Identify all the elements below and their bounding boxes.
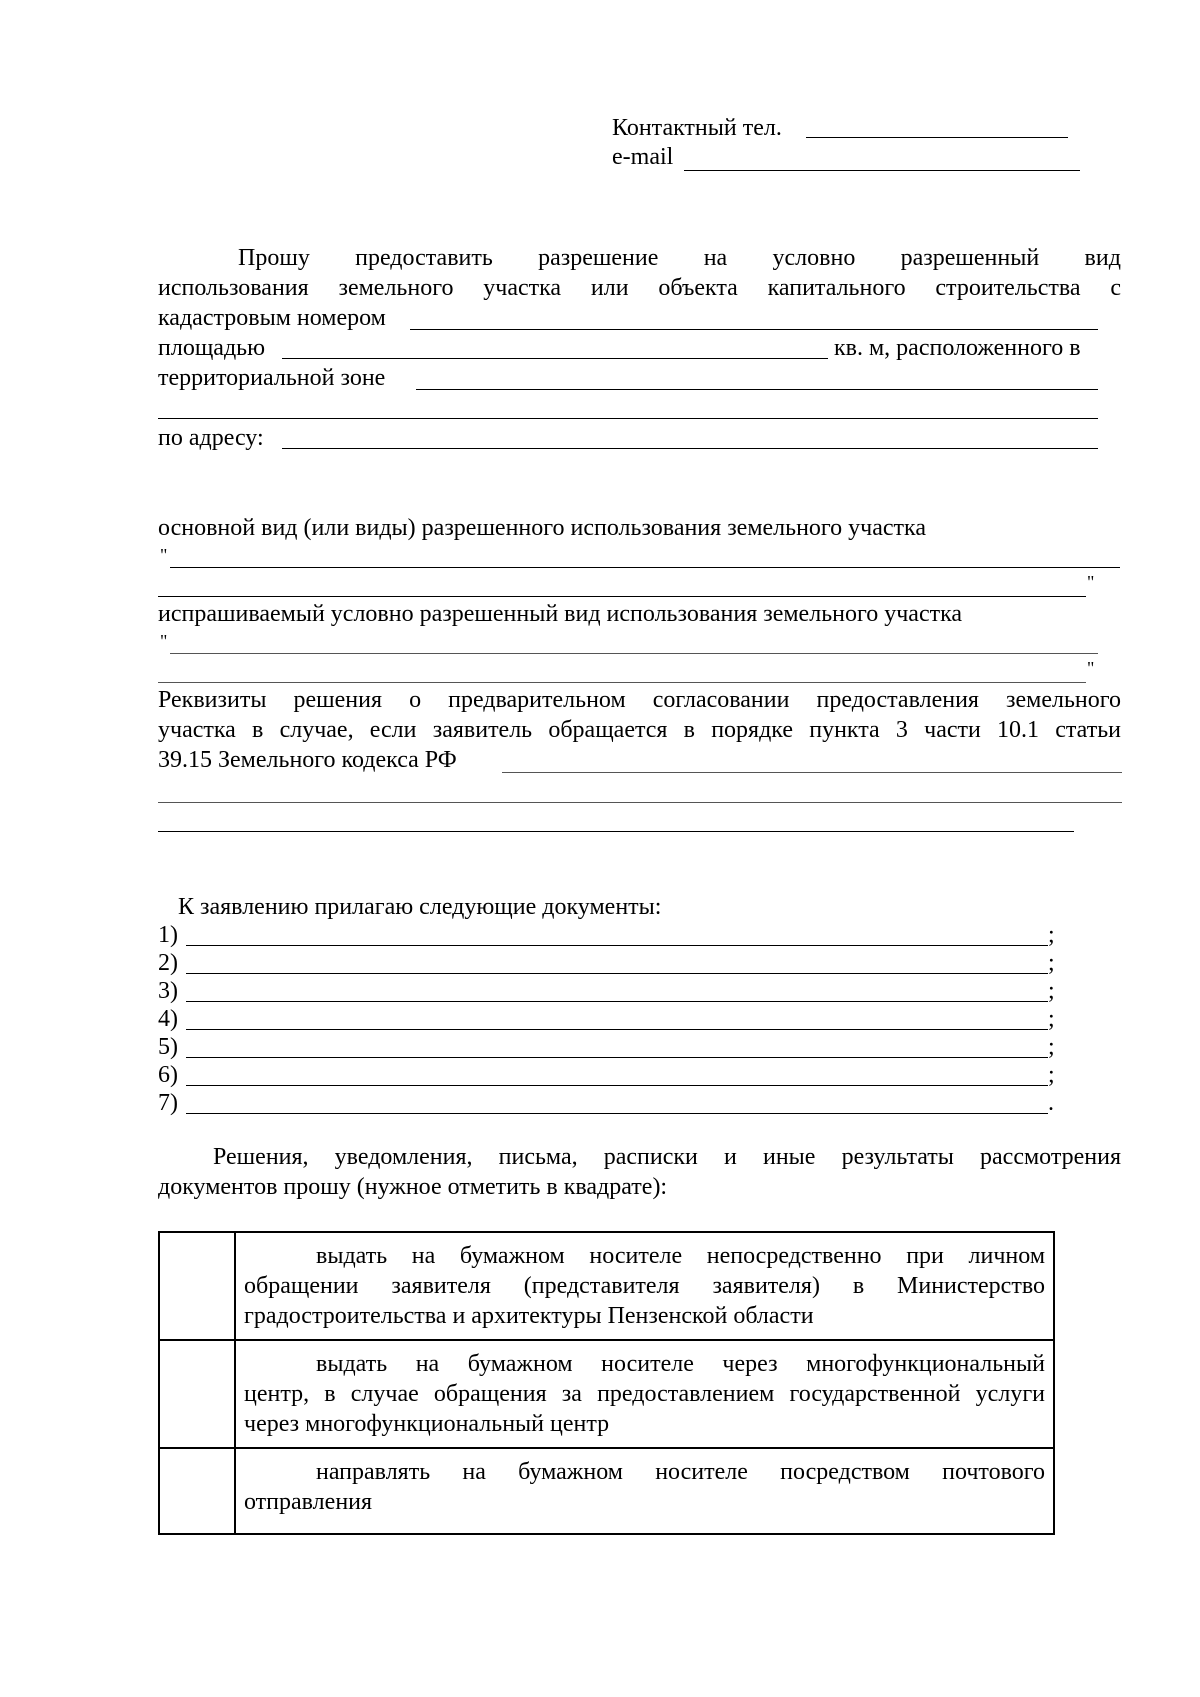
- requested-use-label: испрашиваемый условно разрешенный вид использования земельного участка: [158, 601, 963, 627]
- zone-field-line-2[interactable]: [158, 418, 1098, 419]
- main-use-close-quote: ": [1087, 572, 1095, 592]
- word: условно: [772, 245, 856, 271]
- attachment-end: ;: [1048, 978, 1055, 1004]
- option-line: направлять на бумажном носителе посредством почтового: [316, 1459, 1045, 1485]
- option-line: выдать на бумажном носителе через многофункциональный: [316, 1351, 1045, 1377]
- requisites-field-line-2[interactable]: [158, 802, 1122, 803]
- attachment-line-7[interactable]: [186, 1113, 1048, 1114]
- requested-use-close-quote: ": [1087, 658, 1095, 678]
- requested-use-field-line-2[interactable]: [158, 682, 1086, 683]
- requisites-line-2: участка в случае, если заявитель обращается в порядке пункта 3 части 10.1 статьи: [158, 717, 1121, 743]
- requisites-line-1: Реквизиты решения о предварительном согласовании предоставления земельного: [158, 687, 1121, 713]
- option-line: отправления: [244, 1489, 373, 1515]
- area-field-line[interactable]: [282, 358, 828, 359]
- request-line-2: использования земельного участка или объекта капитального строительства с: [158, 275, 1121, 301]
- word: предоставить: [355, 245, 493, 271]
- attachment-num: 1): [158, 922, 178, 948]
- attachment-line-5[interactable]: [186, 1057, 1048, 1058]
- main-use-label: основной вид (или виды) разрешенного использования земельного участка: [158, 515, 926, 541]
- attachment-num: 7): [158, 1090, 178, 1116]
- option-checkbox[interactable]: [159, 1232, 235, 1340]
- option-line: градостроительства и архитектуры Пензенской области: [244, 1303, 814, 1329]
- attachment-end: ;: [1048, 922, 1055, 948]
- phone-field-line[interactable]: [806, 137, 1068, 138]
- results-line-2: документов прошу (нужное отметить в квадрате):: [158, 1174, 668, 1200]
- attachment-line-1[interactable]: [186, 945, 1048, 946]
- attachment-end: .: [1048, 1090, 1054, 1116]
- option-text: [235, 1232, 1054, 1340]
- email-field-line[interactable]: [684, 170, 1080, 171]
- email-label: e-mail: [612, 144, 674, 170]
- attachment-line-4[interactable]: [186, 1029, 1048, 1030]
- attachment-num: 6): [158, 1062, 178, 1088]
- option-text: [235, 1340, 1054, 1448]
- option-line: через многофункциональный центр: [244, 1411, 610, 1437]
- word: вид: [1084, 245, 1121, 271]
- option-text: [235, 1448, 1054, 1534]
- main-use-field-line-1[interactable]: [170, 567, 1120, 568]
- attachment-end: ;: [1048, 1034, 1055, 1060]
- main-use-open-quote: ": [160, 545, 168, 565]
- option-row: [159, 1232, 1054, 1340]
- option-row: [159, 1340, 1054, 1448]
- attachment-end: ;: [1048, 1006, 1055, 1032]
- word: разрешение: [538, 245, 659, 271]
- requisites-field-line-1[interactable]: [502, 772, 1122, 773]
- address-field-line[interactable]: [282, 448, 1098, 449]
- requisites-field-line-3[interactable]: [158, 831, 1074, 832]
- option-line: центр, в случае обращения за предоставлением государственной услуги: [244, 1381, 1045, 1407]
- attachments-label: К заявлению прилагаю следующие документы:: [178, 894, 662, 920]
- cadastral-label: кадастровым номером: [158, 305, 386, 331]
- word: на: [703, 245, 728, 271]
- area-label: площадью: [158, 335, 266, 361]
- attachment-line-2[interactable]: [186, 973, 1048, 974]
- attachment-num: 2): [158, 950, 178, 976]
- option-checkbox[interactable]: [159, 1340, 235, 1448]
- attachment-num: 5): [158, 1034, 178, 1060]
- attachment-end: ;: [1048, 1062, 1055, 1088]
- word: Прошу: [238, 245, 310, 271]
- delivery-options-table: [158, 1231, 1055, 1535]
- phone-label: Контактный тел.: [612, 115, 782, 141]
- zone-field-line[interactable]: [416, 389, 1098, 390]
- address-label: по адресу:: [158, 425, 264, 451]
- attachment-line-6[interactable]: [186, 1085, 1048, 1086]
- attachment-end: ;: [1048, 950, 1055, 976]
- zone-label: территориальной зоне: [158, 365, 386, 391]
- option-checkbox[interactable]: [159, 1448, 235, 1534]
- option-row: [159, 1448, 1054, 1534]
- attachment-line-3[interactable]: [186, 1001, 1048, 1002]
- cadastral-number-line[interactable]: [410, 329, 1098, 330]
- main-use-field-line-2[interactable]: [158, 596, 1086, 597]
- attachment-num: 4): [158, 1006, 178, 1032]
- requisites-line-3: 39.15 Земельного кодекса РФ: [158, 747, 457, 773]
- area-unit-label: кв. м, расположенного в: [834, 335, 1081, 361]
- request-line-1: [238, 243, 1121, 273]
- requested-use-field-line-1[interactable]: [170, 653, 1098, 654]
- word: разрешенный: [900, 245, 1040, 271]
- results-line-1: Решения, уведомления, письма, расписки и иные результаты рассмотрения: [213, 1144, 1121, 1170]
- attachment-num: 3): [158, 978, 178, 1004]
- requested-use-open-quote: ": [160, 631, 168, 651]
- option-line: обращении заявителя (представителя заявителя) в Министерство: [244, 1273, 1045, 1299]
- option-line: выдать на бумажном носителе непосредственно при личном: [316, 1243, 1045, 1269]
